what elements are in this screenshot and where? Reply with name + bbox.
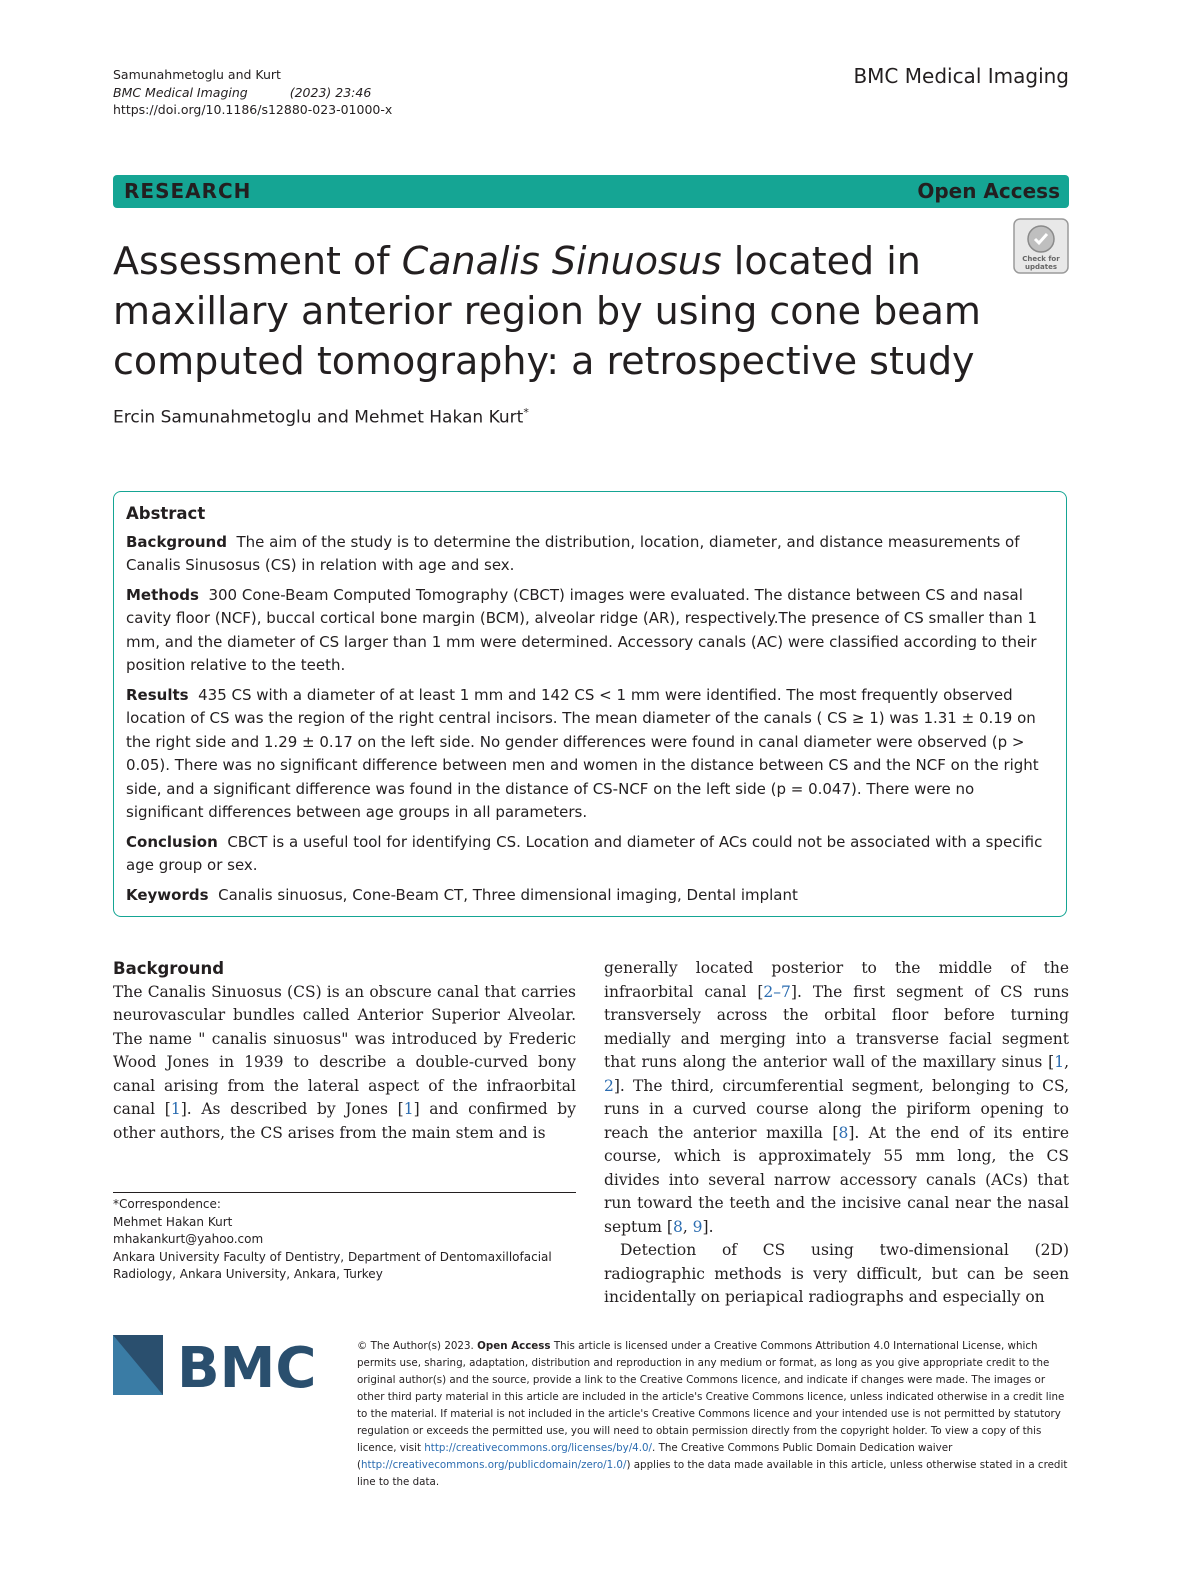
- body-column-left: [113, 957, 576, 1145]
- license-open-access: Open Access: [477, 1340, 551, 1352]
- license-statement: [357, 1338, 1069, 1491]
- license-link-zero[interactable]: http://creativecommons.org/publicdomain/zero/1.0/: [361, 1459, 627, 1471]
- license-link-by[interactable]: http://creativecommons.org/licenses/by/4.0/: [424, 1442, 653, 1454]
- abstract-label: Results: [126, 685, 189, 704]
- abstract-results: [126, 684, 1056, 825]
- corresponding-mark: *: [523, 406, 529, 419]
- abstract-keywords: [126, 884, 1056, 908]
- footnote-divider: [113, 1192, 576, 1193]
- body-paragraph: [113, 981, 576, 1146]
- citation-link[interactable]: 9: [692, 1217, 703, 1236]
- citation-link[interactable]: 1: [1054, 1053, 1065, 1071]
- abstract-methods: [126, 584, 1056, 678]
- header-authors: Samunahmetoglu and Kurt: [113, 67, 281, 82]
- header-volume: (2023) 23:46: [289, 84, 372, 100]
- abstract-label: Conclusion: [126, 832, 218, 851]
- body-text: ] and confirmed by other authors, the CS arises from the main stem and is: [113, 1100, 576, 1142]
- abstract-background: [126, 531, 1056, 578]
- title-italic: Canalis Sinuosus: [401, 239, 722, 283]
- journal-name: BMC Medical Imaging: [853, 64, 1069, 88]
- abstract-label: Background: [126, 532, 227, 551]
- author-list: [113, 406, 529, 428]
- header-doi[interactable]: https://doi.org/10.1186/s12880-023-01000-x: [113, 102, 393, 117]
- correspondence-footnote: [113, 1196, 576, 1284]
- title-part2: located in maxillary anterior region by using cone beam computed tomography: a retrospective study: [113, 239, 981, 383]
- bmc-logo: [113, 1335, 328, 1395]
- body-text: ,: [1064, 1053, 1069, 1071]
- abstract-text: Canalis sinuosus, Cone-Beam CT, Three dimensional imaging, Dental implant: [218, 885, 798, 904]
- citation-link[interactable]: 1: [403, 1100, 414, 1118]
- license-text: This article is licensed under a Creative Commons Attribution 4.0 International License, which permits use, sharing, adaptation, distribution and reproduction in any medium or format, as long as you give appropriate credit to the original author(s) and the source, provide a link to the Creative Commons licence, and indicate if changes were made. The images or other third party material in this article are included in the article's Creative Commons licence, unless indicated otherwise in a credit line to the material. If material is not included in the article's Creative Commons licence and your intended use is not permitted by statutory regulation or exceeds the permitted use, you will need to obtain permission directly from the copyright holder. To view a copy of this licence, visit: [357, 1340, 1065, 1454]
- body-text: ]. The first segment of CS runs transversely across the orbital floor before turning medially and merging into a transverse facial segment that runs along the anterior wall of the maxillary sinus [: [604, 982, 1069, 1071]
- svg-text:updates: updates: [1025, 263, 1057, 271]
- svg-text:Check for: Check for: [1022, 255, 1060, 263]
- abstract-text: The aim of the study is to determine the distribution, location, diameter, and distance measurements of Canalis Sinusosus (CS) in relation with age and sex.: [126, 532, 1020, 574]
- open-access-label: Open Access: [917, 179, 1060, 203]
- abstract-text: 300 Cone-Beam Computed Tomography (CBCT) images were evaluated. The distance between CS and nasal cavity floor (NCF), buccal cortical bone margin (BCM), alveolar ridge (AR), respectively.The presence of CS smaller than 1 mm, and the diameter of CS larger than 1 mm were determined. Accessory canals (AC) were classified according to their position relative to the teeth.: [126, 585, 1038, 674]
- body-text: ]. As described by Jones [: [180, 1100, 404, 1118]
- body-text: The Canalis Sinuosus (CS) is an obscure canal that carries neurovascular bundles called Anterior Superior Alveolar. The name " canalis sinuosus" was introduced by Frederic Wood Jones in 1939 to describe a double-curved bony canal arising from the lateral aspect of the infraorbital canal [: [113, 982, 576, 1118]
- header-journal-italic: BMC Medical Imaging: [113, 84, 248, 100]
- bmc-logo-text: BMC: [177, 1336, 317, 1395]
- citation-link[interactable]: 1: [170, 1100, 181, 1118]
- correspondence-label: *Correspondence:: [113, 1197, 221, 1211]
- body-text: ]. At the end of its entire course, which is approximately 55 mm long, the CS divides into several narrow accessory canals (ACs) that run toward the teeth and the incisive canal near the nasal septum [: [604, 1123, 1070, 1236]
- article-type-label: RESEARCH: [124, 179, 252, 203]
- running-header: [113, 66, 392, 119]
- author-names: Ercin Samunahmetoglu and Mehmet Hakan Kurt: [113, 407, 524, 428]
- title-part1: Assessment of: [113, 239, 402, 283]
- abstract-label: Methods: [126, 585, 199, 604]
- section-heading-background: Background: [113, 959, 225, 978]
- correspondence-name: Mehmet Hakan Kurt: [113, 1214, 233, 1229]
- license-text: ) applies to the data made available in this article, unless otherwise stated in a credit line to the data.: [357, 1459, 1068, 1488]
- abstract-text: 435 CS with a diameter of at least 1 mm and 142 CS < 1 mm were identified. The most frequently observed location of CS was the region of the right central incisors. The mean diameter of the canals ( CS ≥ 1) was 1.31 ± 0.19 on the right side and 1.29 ± 0.17 on the left side. No gender differences were found in canal diameter were observed (p > 0.05). There was no significant difference between men and women in the distance between CS and the NCF on the right side, and a significant difference was found in the distance of CS-NCF on the left side (p = 0.047). There were no significant differences between age groups in all parameters.: [126, 685, 1039, 821]
- body-text: ]. The third, circumferential segment, belonging to CS, runs in a curved course along the piriform opening to reach the anterior maxilla [: [604, 1076, 1069, 1142]
- abstract-label: Keywords: [126, 885, 209, 904]
- body-text: ].: [702, 1217, 714, 1236]
- abstract-conclusion: [126, 831, 1056, 878]
- citation-link[interactable]: 2–7: [763, 982, 791, 1001]
- body-text: ,: [682, 1217, 693, 1236]
- body-column-right: [604, 957, 1069, 1310]
- article-title: [113, 236, 1073, 386]
- header-citation: [113, 84, 392, 102]
- citation-link[interactable]: 8: [672, 1217, 683, 1236]
- abstract-heading: Abstract: [126, 504, 206, 523]
- correspondence-affiliation: Ankara University Faculty of Dentistry, Department of Dentomaxillofacial Radiology, Ankara University, Ankara, Turkey: [113, 1249, 552, 1281]
- body-paragraph: [604, 957, 1069, 1239]
- check-for-updates-icon[interactable]: [1013, 218, 1069, 274]
- license-lead: © The Author(s) 2023.: [357, 1340, 474, 1352]
- abstract-text: CBCT is a useful tool for identifying CS. Location and diameter of ACs could not be associated with a specific age group or sex.: [126, 832, 1043, 874]
- body-text: generally located posterior to the middle of the infraorbital canal [: [604, 959, 1069, 1001]
- body-paragraph: Detection of CS using two-dimensional (2D) radiographic methods is very difficult, but can be seen incidentally on periapical radiographs and especially on: [604, 1241, 1069, 1306]
- citation-link[interactable]: 2: [604, 1076, 614, 1095]
- license-text: . The Creative Commons Public Domain Dedication waiver (: [357, 1442, 953, 1471]
- correspondence-email[interactable]: mhakankurt@yahoo.com: [113, 1232, 264, 1246]
- abstract-content: [126, 502, 1056, 913]
- citation-link[interactable]: 8: [838, 1123, 849, 1142]
